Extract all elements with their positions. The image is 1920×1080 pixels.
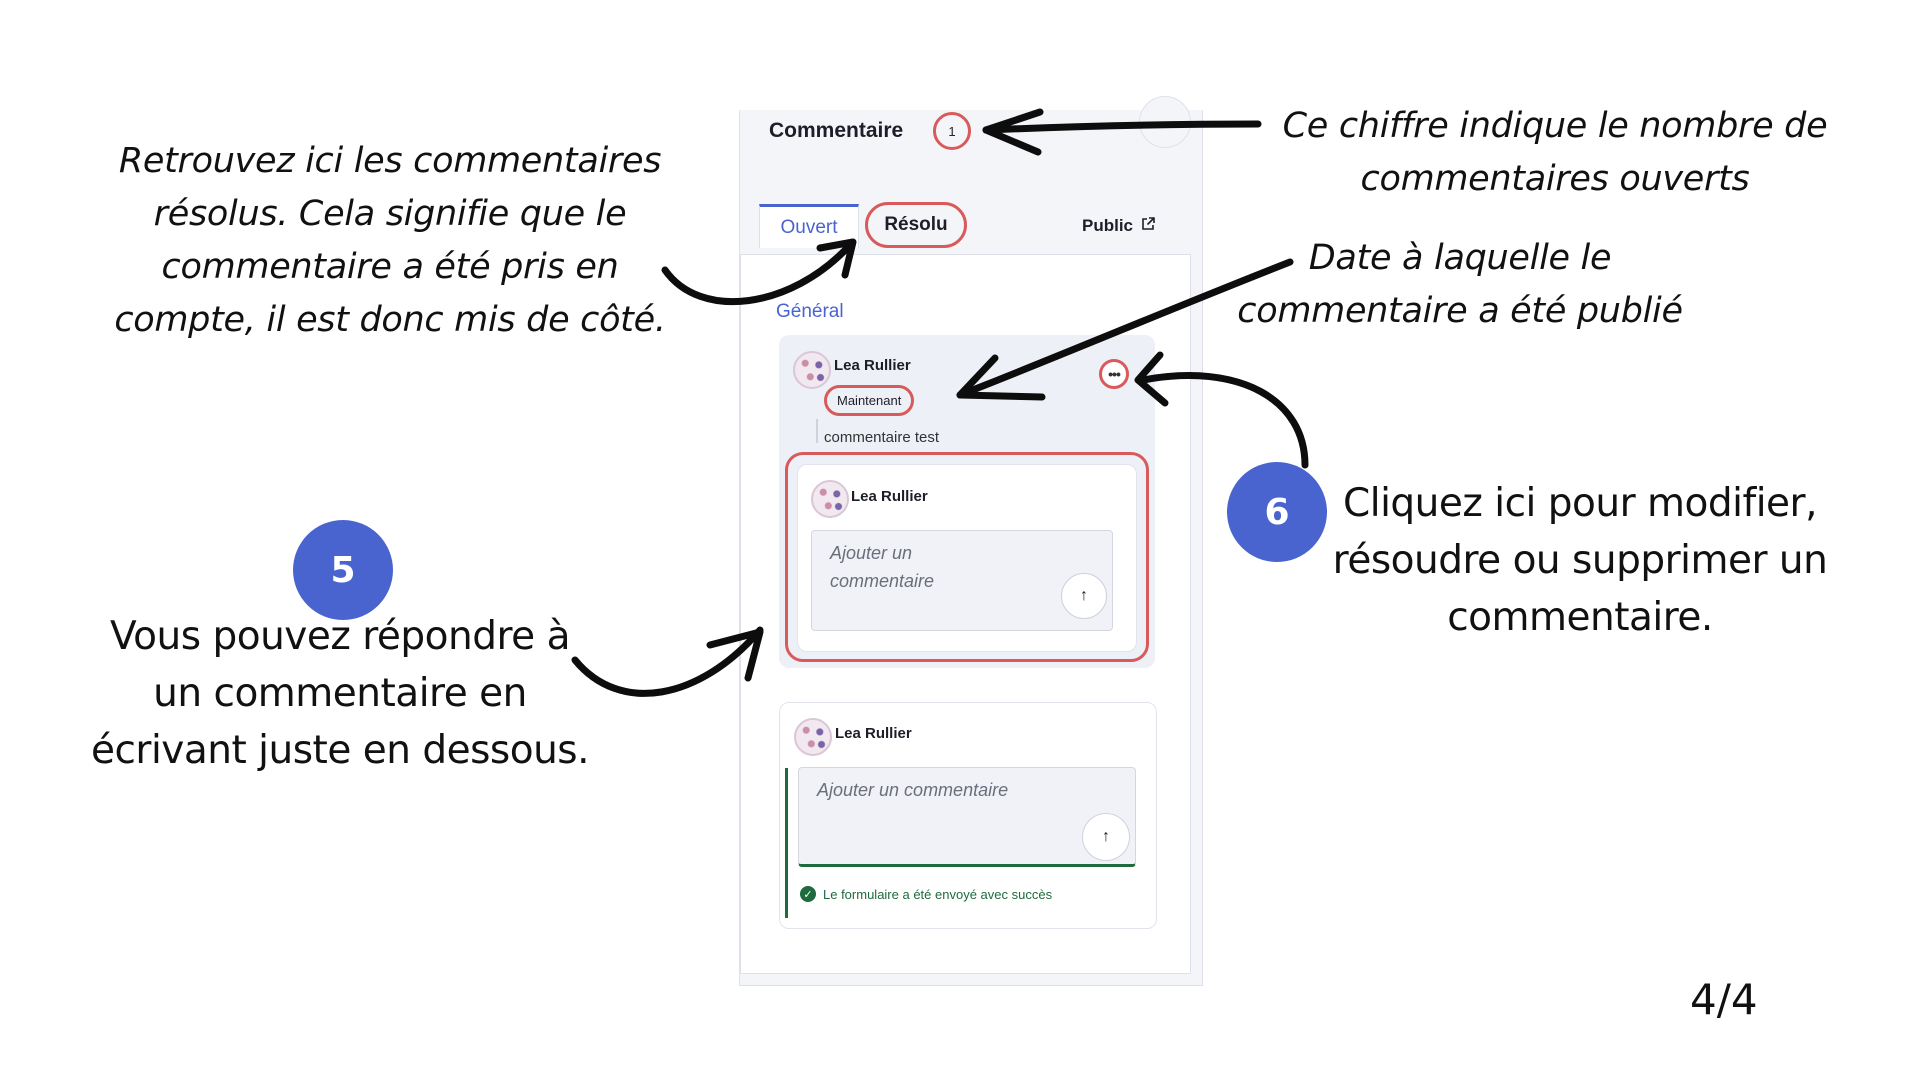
step-6-text: Cliquez ici pour modifier, résoudre ou supprimer un commentaire. [1332,481,1828,640]
comment-timestamp: Maintenant [824,385,914,416]
public-label: Public [1081,216,1133,235]
arrow-to-more [1143,376,1305,465]
step-5-text: Vous pouvez répondre à un commentaire en écrivant juste en dessous. [90,614,590,773]
arrow-to-date [960,262,1290,395]
send-arrow-icon: ↑ [1080,587,1088,604]
arrow-to-resolved [665,245,850,302]
check-circle-icon: ✓ [800,886,816,902]
comment-author: Lea Rullier [834,357,911,374]
comment-text: commentaire test [824,429,940,446]
section-label: Général [776,301,844,322]
tab-resolved[interactable]: Résolu [865,202,967,248]
arrow-to-count [986,124,1258,130]
success-text: Le formulaire a été envoyé avec succès [823,886,1053,902]
new-comment-author: Lea Rullier [835,725,912,742]
count-hint: Ce chiffre indique le nombre de commentaires ouverts [1282,106,1828,199]
step-5-badge: 5 [293,520,393,620]
tab-open[interactable]: Ouvert [759,204,859,248]
date-hint: Date à laquelle le commentaire a été publié [1237,238,1683,331]
send-arrow-icon: ↑ [1102,828,1110,845]
reply-author: Lea Rullier [851,488,928,505]
page-indicator: 4/4 [1690,975,1758,1024]
reply-input[interactable]: Ajouter un commentaire [811,530,1113,631]
new-comment-input[interactable]: Ajouter un commentaire [798,767,1136,867]
more-options-icon: ••• [1108,366,1120,382]
panel-title: Commentaire [769,119,904,142]
step-6-badge: 6 [1227,462,1327,562]
open-count-badge: 1 [933,112,971,150]
resolved-hint: Retrouvez ici les commentaires résolus. Cela signifie que le commentaire a été pris en compte, il est donc mis de côté. [114,141,666,340]
